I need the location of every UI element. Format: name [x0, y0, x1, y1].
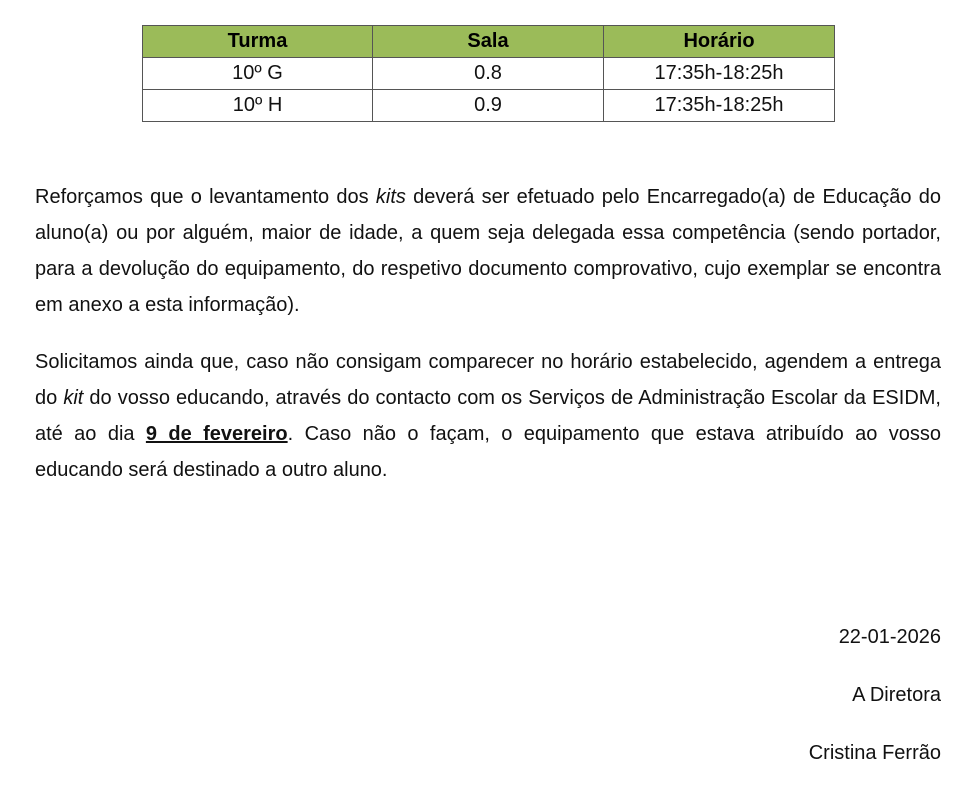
cell-horario: 17:35h-18:25h [604, 90, 835, 122]
paragraph-text: do vosso educando, através do contacto com os Serviços de Administração Escolar da ESIDM, até ao dia [35, 387, 941, 445]
deadline-date: 9 de fevereiro [145, 423, 288, 445]
cell-horario: 17:35h-18:25h [604, 58, 835, 90]
header-turma: Turma [143, 26, 373, 58]
table-header-row [143, 26, 835, 58]
paragraph-kits-pickup [35, 179, 941, 323]
header-horario: Horário [604, 26, 835, 58]
cell-turma: 10º H [143, 90, 373, 122]
cell-sala: 0.8 [373, 58, 604, 90]
signatory-role: A Diretora [852, 684, 941, 706]
paragraph-text: . Caso não o façam, o equipamento que estava atribuído ao vosso educando será destinado a outro aluno. [35, 423, 941, 481]
cell-sala: 0.9 [373, 90, 604, 122]
paragraph-text: Solicitamos ainda que, caso não consigam comparecer no horário estabelecido, agendem a entrega do [35, 351, 941, 409]
table-row [143, 90, 835, 122]
paragraph-scheduling [35, 344, 941, 488]
table-row [143, 58, 835, 90]
signatory-name: Cristina Ferrão [808, 742, 941, 764]
document-date: 22-01-2026 [838, 626, 941, 648]
cell-turma: 10º G [143, 58, 373, 90]
paragraph-text: deverá ser efetuado pelo Encarregado(a) de Educação do aluno(a) ou por alguém, maior de idade, a quem seja delegada essa competência (sendo portador, para a devolução do equipamento, do respetivo documento comprovativo, cujo exemplar se encontra em anexo a esta informação). [35, 186, 941, 316]
italic-term: kits [375, 186, 406, 208]
schedule-table [142, 25, 835, 122]
header-sala: Sala [373, 26, 604, 58]
paragraph-text: Reforçamos que o levantamento dos [35, 186, 376, 208]
italic-term: kit [63, 387, 84, 409]
